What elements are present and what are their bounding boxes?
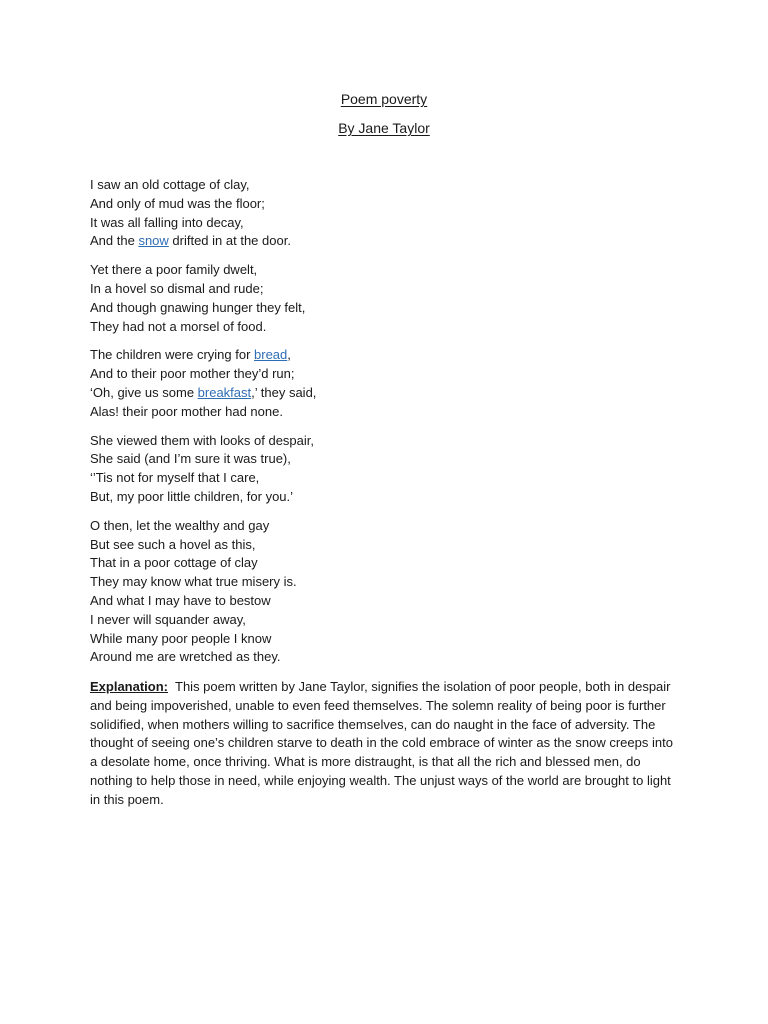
poem-line: She viewed them with looks of despair, [90,432,315,448]
poem-line: Yet there a poor family dwelt, [90,262,258,278]
explanation-text: This poem written by Jane Taylor, signifies the isolation of poor people, both in despair and being impoverished, unable to even feed themselves. The solemn reality of being poor is further solidified, when mothers willing to sacrifice themselves, can do naught in the face of adversity. The thought of seeing one’s children starve to death in the cold embrace of winter as the snow creeps into a desolate home, once thriving. What is more distraught, is that all the rich and blessed men, do nothing to help those in need, while enjoying wealth. The unjust ways of the world are brought to light in this poem. [90,679,673,807]
poem-line: Alas! their poor mother had none. [90,403,283,419]
title-block [0,90,768,148]
poem-author: By Jane Taylor [338,120,430,136]
poem-line: While many poor people I know [90,630,272,646]
poem-line: She said (and I’m sure it was true), [90,451,291,467]
poem-line: I never will squander away, [90,611,246,627]
poem-line: But see such a hovel as this, [90,536,256,552]
poem-line: That in a poor cottage of clay [90,555,258,571]
stanza [90,176,690,251]
poem-line: And only of mud was the floor; [90,195,265,211]
line-text-before: And the [90,233,139,249]
poem-line: And what I may have to bestow [90,592,271,608]
poem-line [90,384,690,403]
stanza [90,432,690,507]
poem-line: They may know what true misery is. [90,574,297,590]
poem-line [90,346,690,365]
hyperlink[interactable]: breakfast [197,384,252,400]
line-text-after: , [287,347,291,363]
poem-line: And to their poor mother they’d run; [90,366,295,382]
poem-line: ‘’Tis not for myself that I care, [90,470,260,486]
poem-line: And though gnawing hunger they felt, [90,299,306,315]
poem-line: It was all falling into decay, [90,214,244,230]
poem-line: In a hovel so dismal and rude; [90,280,264,296]
explanation-label: Explanation: [90,679,169,694]
poem-line: Around me are wretched as they. [90,649,281,665]
stanza [90,346,690,421]
line-text-after: ,’ they said, [251,384,317,400]
stanza [90,261,690,336]
line-text-before: ‘Oh, give us some [90,384,198,400]
stanza [90,517,690,667]
poem-line [90,232,690,251]
poem-line: They had not a morsel of food. [90,318,267,334]
hyperlink[interactable]: snow [138,233,169,249]
poem-body [90,176,690,677]
poem-title: Poem poverty [340,91,428,107]
poem-line: I saw an old cottage of clay, [90,177,250,192]
hyperlink[interactable]: bread [254,347,288,363]
explanation-paragraph [90,678,680,810]
poem-line: O then, let the wealthy and gay [90,517,270,533]
line-text-after: drifted in at the door. [168,233,291,249]
poem-line: But, my poor little children, for you.’ [90,488,294,504]
line-text-before: The children were crying for [90,347,255,363]
